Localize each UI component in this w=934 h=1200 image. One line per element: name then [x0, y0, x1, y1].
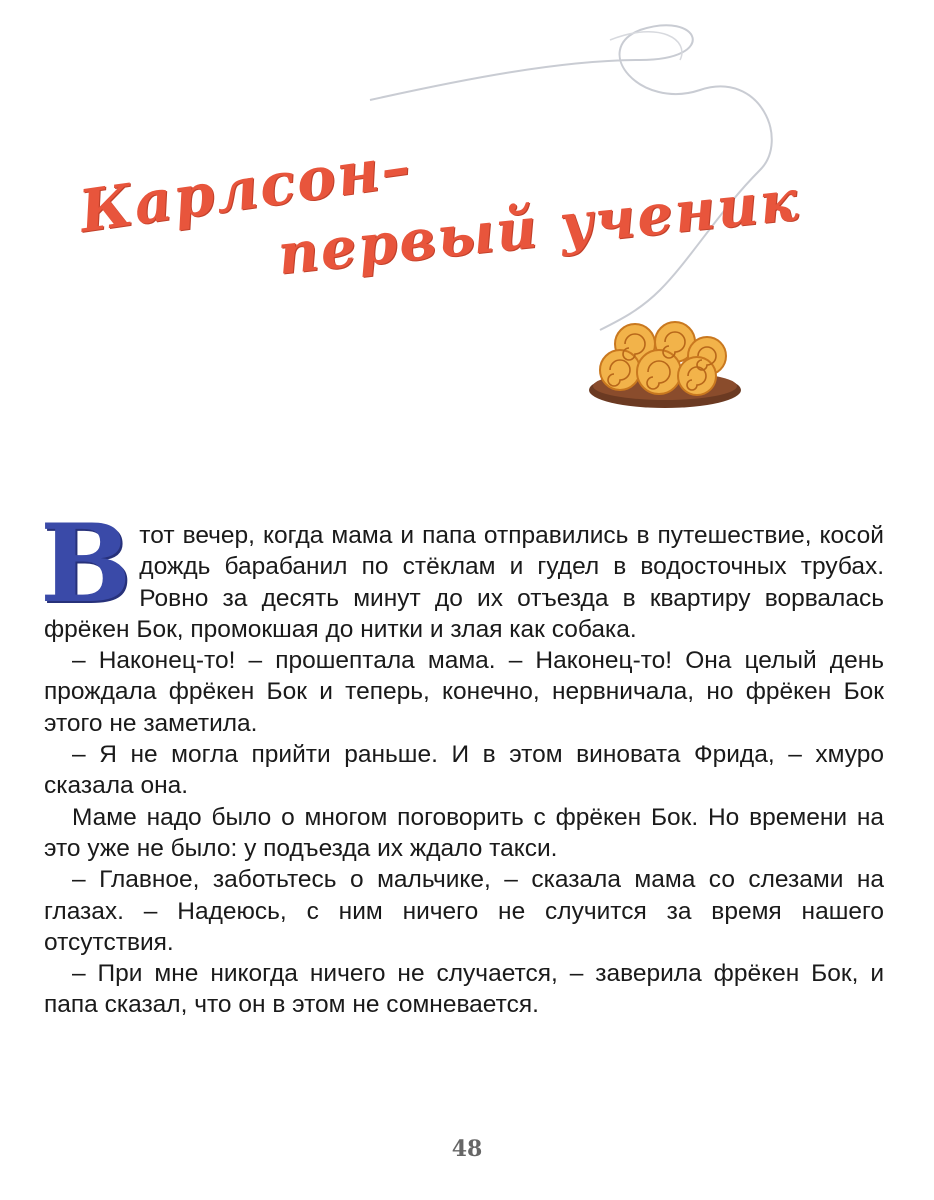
chapter-title-line-2: первый ученик [274, 167, 803, 288]
paragraph-6: – При мне никогда ничего не случается, – заверила фрёкен Бок, и папа сказал, что он в этом не сомневается. [44, 960, 884, 1019]
cinnamon-buns-illustration [585, 312, 745, 412]
chapter-title-line-1: Карлсон– [75, 131, 417, 246]
paragraph-3: – Я не могла прийти раньше. И в этом виновата Фрида, – хмуро сказала она. [44, 741, 884, 800]
paragraph-2: – Наконец-то! – прошептала мама. – Наконец-то! Она целый день прождала фрёкен Бок и теперь, конечно, нервничала, но фрёкен Бок этого не заметила. [44, 647, 884, 737]
page-number: 48 [451, 1136, 483, 1162]
paragraph-1-text: тот вечер, когда мама и папа отправились в путешествие, косой дождь барабанил по стёклам и гудел в водосточных трубах. Ровно за десять минут до их отъезда в квартиру ворвалась фрёкен Бок, промокшая до нитки и злая как собака. [44, 522, 884, 643]
drop-cap-letter: В [40, 501, 132, 627]
paragraph-5: – Главное, заботьтесь о мальчике, – сказала мама со слезами на глазах. – Надеюсь, с ним ничего не случится за время нашего отсутствия. [44, 866, 884, 956]
chapter-text [40, 501, 884, 1021]
paragraph-1 [40, 501, 884, 645]
paragraph-4: Маме надо было о многом поговорить с фрёкен Бок. Но времени на это уже не было: у подъезда их ждало такси. [44, 803, 884, 862]
